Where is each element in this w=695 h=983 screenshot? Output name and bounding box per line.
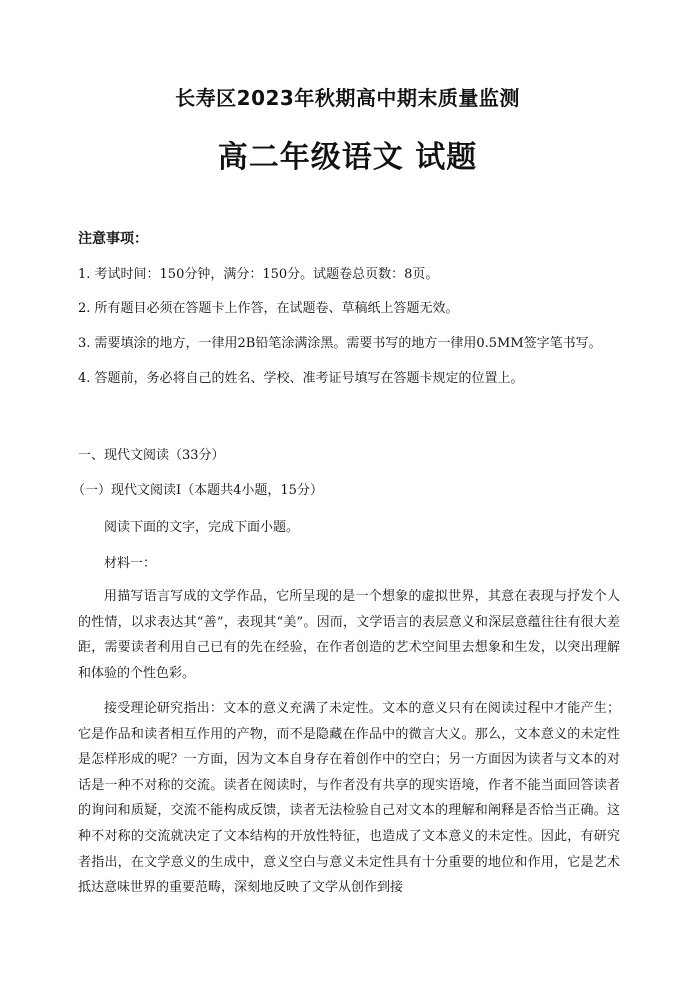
note-item-3: 3. 需要填涂的地方，一律用2B铅笔涂满涂黑。需要书写的地方一律用0.5MM签字笔书写。 [78, 336, 602, 351]
material-paragraph-2: 接受理论研究指出：文本的意义充满了未定性。文本的意义只有在阅读过程中才能产生；它是作品和读者相互作用的产物，而不是隐藏在作品中的微言大义。那么，文本意义的未定性是怎样形成的呢？一方面，因为文本自身存在着创作中的空白；另一方面因为读者与文本的对话是一种不对称的交流。读者在阅读时，与作者没有共享的现实语境，作者不能当面回答读者的询问和质疑，交流不能构成反馈，读者无法检验自己对文本的理解和阐释是否恰当正确。这种不对称的交流就决定了文本结构的开放性特征，也造成了文本意义的未定性。因此，有研究者指出，在文学意义的生成中，意义空白与意义未定性具有十分重要的地位和作用，它是艺术抵达意味世界的重要范畴，深刻地反映了文学从创作到接 [78, 701, 620, 896]
note-item-4: 4. 答题前，务必将自己的姓名、学校、准考证号填写在答题卡规定的位置上。 [78, 371, 524, 386]
material-paragraph-1: 用描写语言写成的文学作品，它所呈现的是一个想象的虚拟世界，其意在表现与抒发个人的性情，以求表达其“善”，表现其“美”。因而，文学语言的表层意义和深层意蕴往往有很大差距，需要读者利用自己已有的先在经验，在作者创造的艺术空间里去想象和生发，以突出理解和体验的个性色彩。 [78, 589, 620, 681]
subsection-heading: （一）现代文阅读Ⅰ（本题共4小题，15分） [72, 483, 323, 498]
reading-instruction: 阅读下面的文字，完成下面小题。 [104, 520, 300, 535]
material-label: 材料一： [104, 556, 157, 571]
notes-heading: 注意事项： [78, 231, 148, 247]
section-heading: 一、现代文阅读（33分） [78, 448, 225, 463]
note-item-2: 2. 所有题目必须在答题卡上作答，在试题卷、草稿纸上答题无效。 [78, 301, 459, 316]
exam-title-line1: 长寿区2023年秋期高中期末质量监测 [175, 86, 520, 110]
exam-title-line2: 高二年级语文 试题 [217, 140, 478, 175]
note-item-1: 1. 考试时间：150分钟，满分：150分。试题卷总页数：8页。 [78, 267, 439, 282]
